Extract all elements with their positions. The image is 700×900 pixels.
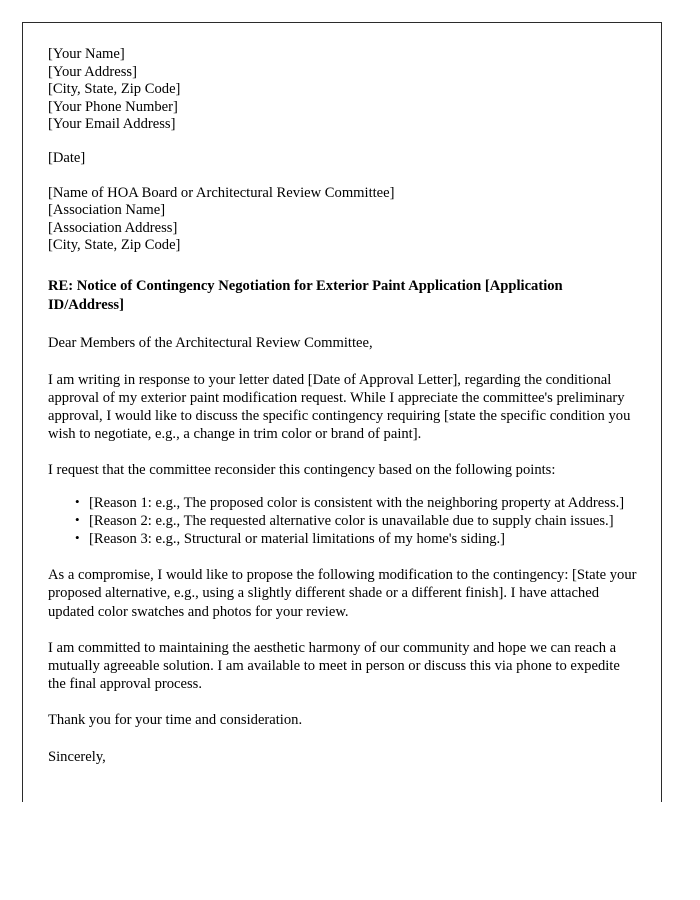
recipient-association-address-line: [Association Address] — [48, 219, 178, 236]
spacer-after-date — [48, 168, 638, 185]
reasons-list — [48, 494, 638, 549]
sender-city-line: [City, State, Zip Code] — [48, 81, 181, 98]
body-paragraph-3: As a compromise, I would like to propose the following modification to the contingency: [State your proposed alternative, e.g., using a slightly different shade or a different finish]. I have attached updated color swatches and photos for your review. — [48, 567, 637, 620]
sender-address-block — [48, 46, 638, 134]
sender-phone-line: [Your Phone Number] — [48, 98, 178, 115]
date-block — [48, 150, 638, 168]
body-paragraph-5: Thank you for your time and consideration. — [48, 712, 303, 729]
letter-page — [22, 22, 662, 802]
letter-body — [48, 46, 638, 766]
sender-email-line: [Your Email Address] — [48, 116, 176, 133]
list-item: • [Reason 2: e.g., The requested alternative color is unavailable due to supply chain issues.] — [89, 512, 638, 530]
list-item: • [Reason 1: e.g., The proposed color is consistent with the neighboring property at Address.] — [89, 494, 638, 512]
recipient-association-name-line: [Association Name] — [48, 202, 166, 219]
spacer-after-sender — [48, 134, 638, 150]
body-paragraph-2: I request that the committee reconsider this contingency based on the following points: — [48, 462, 556, 479]
sender-street-line: [Your Address] — [48, 63, 137, 80]
salutation: Dear Members of the Architectural Review Committee, — [48, 334, 373, 351]
recipient-city-line: [City, State, Zip Code] — [48, 237, 181, 254]
body-paragraph-4: I am committed to maintaining the aesthetic harmony of our community and hope we can reach a mutually agreeable solution. I am available to meet in person or discuss this via phone to expedite the final approval process. — [48, 639, 620, 693]
body-paragraph-1: I am writing in response to your letter dated [Date of Approval Letter], regarding the conditional approval of my exterior paint modification request. While I appreciate the committee's preliminary approval, I would like to discuss the specific contingency requiring [state the specific condition you wish to negotiate, e.g., a change in trim color or brand of paint]. — [48, 371, 631, 443]
sender-name-line: [Your Name] — [48, 46, 125, 62]
date-line: [Date] — [48, 149, 86, 166]
recipient-committee-line: [Name of HOA Board or Architectural Review Committee] — [48, 184, 395, 201]
recipient-address-block — [48, 185, 638, 255]
subject-line: RE: Notice of Contingency Negotiation for Exterior Paint Application [Application ID/Address] — [48, 277, 563, 313]
closing-line: Sincerely, — [48, 748, 106, 765]
list-item: • [Reason 3: e.g., Structural or material limitations of my home's siding.] — [89, 530, 638, 548]
